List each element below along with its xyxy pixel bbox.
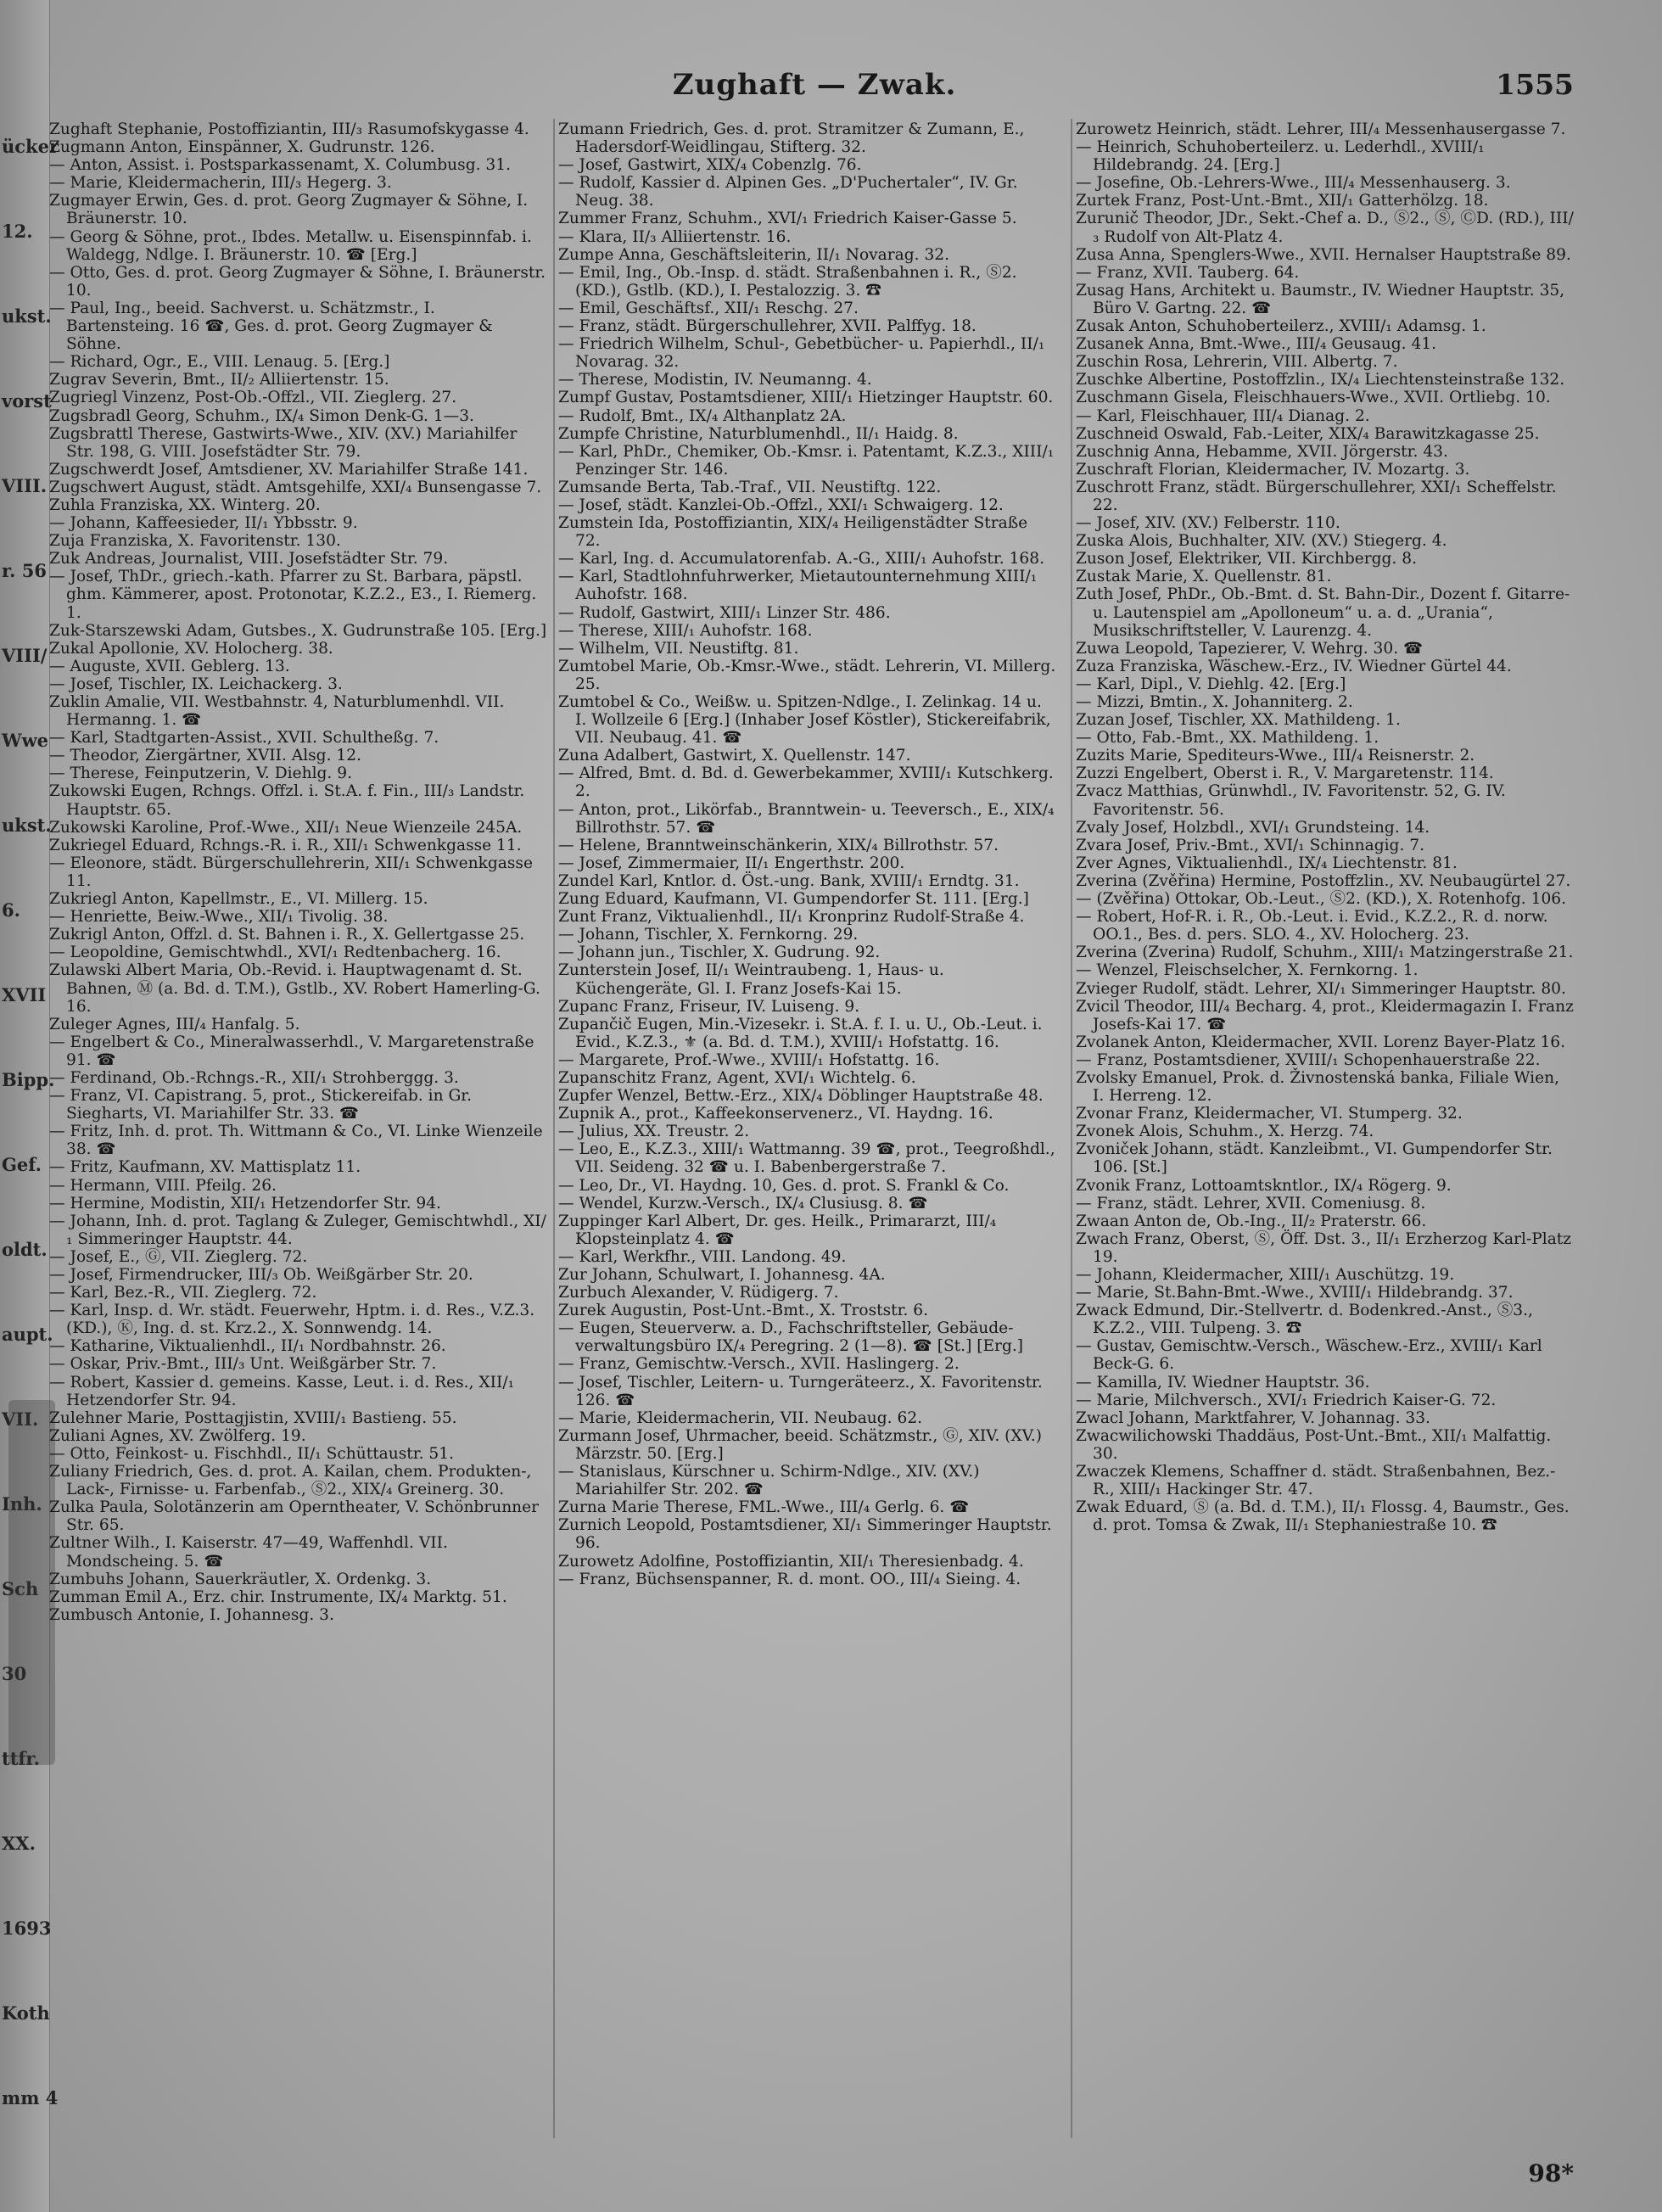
directory-entry: — Karl, Dipl., V. Diehlg. 42. [Erg.] [1076,675,1346,693]
directory-entry: Zukriegl Anton, Kapellmstr., E., VI. Millerg. 15. [49,890,428,909]
directory-entry: — Marie, Kleidermacherin, III/₃ Hegerg. 3. [49,174,392,193]
directory-entry: Zwak Eduard, Ⓢ (a. Bd. d. T.M.), II/₁ Flossg. 4, Baumstr., Ges. d. prot. Tomsa & Zwak, II/₁ Stephaniestraße 10. ☎ [1076,1498,1570,1535]
bleed-fragment: mm 4 [2,2087,59,2108]
directory-entry: — Margarete, Prof.-Wwe., XVIII/₁ Hofstattg. 16. [558,1050,940,1069]
directory-entry: Zumann Friedrich, Ges. d. prot. Stramitzer & Zumann, E., Hadersdorf-Weidlingau, Stifterg. 32. [558,120,1025,157]
directory-entry: — Karl, Insp. d. Wr. städt. Feuerwehr, Hptm. i. d. Res., V.Z.3. (KD.), Ⓚ, Ing. d. st. Krz.2., X. Sonnwendg. 14. [49,1302,535,1338]
directory-entry: — Otto, Fab.-Bmt., XX. Mathildeng. 1. [1076,729,1379,748]
directory-entry: Zvolanek Anton, Kleidermacher, XVII. Lorenz Bayer-Platz 16. [1076,1033,1566,1051]
directory-entry: Zurmann Josef, Uhrmacher, beeid. Schätzmstr., Ⓖ, XIV. (XV.) Märzstr. 50. [Erg.] [558,1426,1043,1463]
directory-entry: — Johann, Tischler, X. Fernkorng. 29. [558,926,859,944]
directory-entry: — Katharine, Viktualienhdl., II/₁ Nordbahnstr. 26. [49,1337,446,1356]
bleed-fragment: XVII [2,984,47,1005]
directory-entry: Zurnich Leopold, Postamtsdiener, XI/₁ Simmeringer Hauptstr. 96. [558,1516,1052,1553]
directory-entry: Zuliany Friedrich, Ges. d. prot. A. Kailan, chem. Produkten-, Lack-, Firnisse- u. Farbenfab., Ⓢ2., XIX/₄ Greinerg. 30. [49,1463,532,1499]
directory-entry: Zukrigl Anton, Offzl. d. St. Bahnen i. R., X. Gellertgasse 25. [49,926,525,944]
directory-entry: Zundel Karl, Kntlor. d. Öst.-ung. Bank, XVIII/₁ Erndtg. 31. [558,871,1020,890]
directory-entry: Zuliani Agnes, XV. Zwölferg. 19. [49,1426,306,1445]
directory-entry: — Franz, XVII. Tauberg. 64. [1076,263,1300,282]
directory-entry: — Therese, Modistin, IV. Neumanng. 4. [558,371,872,389]
directory-entry: Zuleger Agnes, III/₄ Hanfalg. 5. [49,1015,300,1033]
directory-entry: — Josef, Tischler, Leitern- u. Turngeräteerz., X. Favoritenstr. 126. ☎ [558,1373,1043,1409]
left-page-bleed [0,0,59,2212]
directory-entry: — Josef, Firmendrucker, III/₃ Ob. Weißgärber Str. 20. [49,1266,473,1284]
directory-entry: — Josef, Zimmermaier, II/₁ Engerthstr. 200. [558,854,905,872]
directory-entry: Zuza Franziska, Wäschew.-Erz., IV. Wiedner Gürtel 44. [1076,657,1512,675]
directory-entry: Zukriegel Eduard, Rchngs.-R. i. R., XII/₁ Schwenkgasse 11. [49,836,522,854]
directory-entry: Zurunič Theodor, JDr., Sekt.-Chef a. D., Ⓢ2., Ⓢ, ⒸD. (RD.), III/₃ Rudolf von Alt-Platz 4. [1076,210,1574,246]
directory-entry: Zuth Josef, PhDr., Ob.-Bmt. d. St. Bahn-Dir., Dozent f. Gitarre- u. Lautenspiel am „Apolloneum“ u. a. d. „Urania“, Musikschriftsteller, V. Laurenzg. 4. [1076,585,1570,640]
directory-entry: — Friedrich Wilhelm, Schul-, Gebetbücher- u. Papierhdl., II/₁ Novarag. 32. [558,335,1045,372]
directory-entry: — Julius, XX. Treustr. 2. [558,1123,750,1141]
directory-entry: Zverina (Zverina) Rudolf, Schuhm., XIII/₁ Matzingerstraße 21. [1076,944,1574,962]
directory-entry: Zukowski Karoline, Prof.-Wwe., XII/₁ Neue Wienzeile 245A. [49,818,523,837]
directory-entry: — Therese, Feinputzerin, V. Diehlg. 9. [49,764,352,783]
directory-entry: Zvieger Rudolf, städt. Lehrer, XI/₁ Simmeringer Hauptstr. 80. [1076,979,1566,998]
directory-entry: Zuschke Albertine, Postoffzlin., IX/₄ Liechtensteinstraße 132. [1076,371,1565,389]
directory-entry: Zuzzi Engelbert, Oberst i. R., V. Margaretenstr. 114. [1076,764,1494,783]
directory-entry: Zugriegl Vinzenz, Post-Ob.-Offzl., VII. Zieglerg. 27. [49,389,457,407]
directory-entry: — Johann jun., Tischler, X. Gudrung. 92. [558,944,881,962]
directory-entry: — Josef, Tischler, IX. Leichackerg. 3. [49,675,343,693]
directory-entry: Zuschrott Franz, städt. Bürgerschullehrer, XXI/₁ Scheffelstr. 22. [1076,478,1557,514]
directory-entry: — Emil, Ing., Ob.-Insp. d. städt. Straßenbahnen i. R., Ⓢ2. (KD.), Gstlb. (KD.), I. Pestalozzig. 3. ☎ [558,263,1017,300]
directory-entry: Zuschin Rosa, Lehrerin, VIII. Albertg. 7. [1076,353,1398,372]
directory-entry: — Emil, Geschäftsf., XII/₁ Reschg. 27. [558,299,859,317]
directory-entry: Zumpfe Christine, Naturblumenhdl., II/₁ Haidg. 8. [558,424,959,443]
directory-entry: Zunt Franz, Viktualienhdl., II/₁ Kronprinz Rudolf-Straße 4. [558,908,1025,927]
directory-entry: — Josef, Gastwirt, XIX/₄ Cobenzlg. 76. [558,156,862,175]
directory-entry: — Karl, Ing. d. Accumulatorenfab. A.-G., XIII/₁ Auhofstr. 168. [558,550,1044,568]
directory-entry: Zugschwert August, städt. Amtsgehilfe, XXI/₄ Bunsengasse 7. [49,478,542,496]
directory-entry: — Georg & Söhne, prot., Ibdes. Metallw. u. Eisenspinnfab. i. Waldegg, Ndlge. I. Bräunerstr. 10. ☎ [Erg.] [49,227,532,264]
directory-entry: Zvicil Theodor, III/₄ Becharg. 4, prot., Kleidermagazin I. Franz Josefs-Kai 17. ☎ [1076,997,1574,1033]
directory-entry: — Josef, XIV. (XV.) Felberstr. 110. [1076,514,1340,533]
directory-entry: Zverina (Zvěřina) Hermine, Postoffzlin., XV. Neubaugürtel 27. [1076,871,1571,890]
bleed-fragment: VIII. [2,475,48,496]
directory-entry: Zultner Wilh., I. Kaiserstr. 47—49, Waffenhdl. VII. Mondscheing. 5. ☎ [49,1534,448,1571]
directory-entry: Zurek Augustin, Post-Unt.-Bmt., X. Troststr. 6. [558,1302,929,1320]
directory-entry: Zumtobel & Co., Weißw. u. Spitzen-Ndlge., I. Zelinkag. 14 u. I. Wollzeile 6 [Erg.] (Inhaber Josef Köstler), Stickereifabrik, VII. Neubaug. 41. ☎ [558,693,1051,748]
directory-entry: Zuna Adalbert, Gastwirt, X. Quellenstr. 147. [558,747,911,765]
directory-entry: Zvara Josef, Priv.-Bmt., XVI/₁ Schinnagig. 7. [1076,836,1425,854]
directory-entry: Zuschmann Gisela, Fleischhauers-Wwe., XVII. Ortliebg. 10. [1076,389,1551,407]
directory-entry: — Franz, VI. Capistrang. 5, prot., Stickereifab. in Gr. Siegharts, VI. Mariahilfer Str. 33. ☎ [49,1087,473,1123]
bleed-fragment: VII. [2,1408,39,1430]
directory-entry: — Robert, Kassier d. gemeins. Kasse, Leut. i. d. Res., XII/₁ Hetzendorfer Str. 94. [49,1373,515,1409]
directory-entry: Zwack Edmund, Dir.-Stellvertr. d. Bodenkred.-Anst., Ⓢ3., K.Z.2., VIII. Tulpeng. 3. ☎ [1076,1302,1533,1338]
directory-entry: Zvacz Matthias, Grünwhdl., IV. Favoritenstr. 52, G. IV. Favoritenstr. 56. [1076,782,1506,819]
directory-entry: — Otto, Feinkost- u. Fischhdl., II/₁ Schüttaustr. 51. [49,1444,454,1463]
directory-entry: Zulka Paula, Solotänzerin am Operntheater, V. Schönbrunner Str. 65. [49,1498,540,1535]
column-rule [1071,119,1072,2138]
directory-entry: — Engelbert & Co., Mineralwasserhdl., V. Margaretenstraße 91. ☎ [49,1033,534,1069]
directory-entry: Zvolsky Emanuel, Prok. d. Živnostenská banka, Filiale Wien, I. Herreng. 12. [1076,1068,1559,1106]
directory-entry: — Johann, Inh. d. prot. Taglang & Zuleger, Gemischtwhdl., XI/₁ Simmeringer Hauptstr. 44. [49,1212,546,1248]
directory-entry: — Karl, Werkfhr., VIII. Landong. 49. [558,1247,847,1266]
directory-entry: Zurowetz Heinrich, städt. Lehrer, III/₄ Messenhausergasse 7. [1076,120,1566,138]
directory-entry: — Ferdinand, Ob.-Rchngs.-R., XII/₁ Strohberggg. 3. [49,1068,459,1087]
bleed-fragment: 12. [2,221,33,242]
directory-entry: — Eleonore, städt. Bürgerschullehrerin, XII/₁ Schwenkgasse 11. [49,854,533,890]
directory-entry: — Josef, ThDr., griech.-kath. Pfarrer zu St. Barbara, päpstl. ghm. Kämmerer, apost. Protonotar, K.Z.2., E3., I. Riemerg. 1. [49,568,537,622]
directory-entry: — (Zvěřina) Ottokar, Ob.-Leut., Ⓢ2. (KD.), X. Rotenhofg. 106. [1076,890,1567,909]
directory-entry: — Wenzel, Fleischselcher, X. Fernkorng. 1. [1076,961,1419,980]
directory-entry: — Heinrich, Schuhoberteilerz. u. Lederhdl., XVIII/₁ Hildebrandg. 24. [Erg.] [1076,138,1485,175]
directory-entry: Zurna Marie Therese, FML.-Wwe., III/₄ Gerlg. 6. ☎ [558,1498,970,1517]
bleed-fragment: aupt. [2,1324,53,1345]
bleed-fragment: VIII/ [2,645,48,666]
directory-entry: Zupanc Franz, Friseur, IV. Luiseng. 9. [558,997,860,1016]
directory-entry: — Josef, städt. Kanzlei-Ob.-Offzl., XXI/₁ Schwaigerg. 12. [558,496,1004,514]
directory-entry: Zwach Franz, Oberst, Ⓢ, Öff. Dst. 3., II/₁ Erzherzog Karl-Platz 19. [1076,1229,1572,1266]
directory-entry: — Hermann, VIII. Pfeilg. 26. [49,1176,277,1195]
directory-entry: Zupanschitz Franz, Agent, XVI/₁ Wichtelg. 6. [558,1068,916,1087]
page-header: Zughaft — Zwak. [672,68,957,102]
directory-entry: Zugschwerdt Josef, Amtsdiener, XV. Mariahilfer Straße 141. [49,460,529,479]
directory-entry: — Franz, städt. Lehrer, XVII. Comeniusg. 8. [1076,1194,1426,1212]
bleed-fragment: Bipp. [2,1069,55,1090]
directory-entry: — Richard, Ogr., E., VIII. Lenaug. 5. [Erg.] [49,353,390,372]
directory-entry: — Therese, XIII/₁ Auhofstr. 168. [558,621,813,640]
directory-entry: Zumpe Anna, Geschäftsleiterin, II/₁ Novarag. 32. [558,245,950,264]
directory-entry: — Franz, Postamtsdiener, XVIII/₁ Schopenhauerstraße 22. [1076,1050,1541,1069]
directory-entry: — Henriette, Beiw.-Wwe., XII/₁ Tivolig. 38. [49,908,389,927]
directory-entry: Zvonar Franz, Kleidermacher, VI. Stumperg. 32. [1076,1105,1463,1123]
bleed-fragment: oldt. [2,1239,48,1260]
bleed-fragment: Koth [2,2002,50,2024]
directory-entry: Zurbuch Alexander, V. Rüdigerg. 7. [558,1284,839,1302]
directory-entry: — Anton, prot., Likörfab., Branntwein- u. Teeversch., E., XIX/₄ Billrothstr. 57. ☎ [558,800,1055,837]
bleed-fragment: ttfr. [2,1748,40,1769]
column-2 [558,120,1057,2131]
directory-entry: Zugmayer Erwin, Ges. d. prot. Georg Zugmayer & Söhne, I. Bräunerstr. 10. [49,192,529,228]
directory-entry: — Marie, St.Bahn-Bmt.-Wwe., XVIII/₁ Hildebrandg. 37. [1076,1284,1514,1302]
bleed-fragment: Inh. [2,1493,42,1515]
bleed-fragment: 1693 [2,1918,52,1939]
column-3 [1076,120,1575,2131]
bleed-fragment: ukst. [2,815,52,836]
directory-entry: Zwaczek Klemens, Schaffner d. städt. Straßenbahnen, Bez.-R., XIII/₁ Hackinger Str. 47. [1076,1463,1556,1499]
bleed-fragment: Sch [2,1578,39,1599]
directory-entry: Zuschraft Florian, Kleidermacher, IV. Mozartg. 3. [1076,460,1470,479]
directory-entry: Zustak Marie, X. Quellenstr. 81. [1076,568,1332,586]
bleed-fragment: Gef. [2,1154,42,1175]
directory-entry: Zvonek Alois, Schuhm., X. Herzg. 74. [1076,1123,1374,1141]
directory-entry: Zuschnig Anna, Hebamme, XVII. Jörgerstr. 43. [1076,442,1448,461]
directory-entry: — Klara, II/₃ Alliiertenstr. 16. [558,227,792,246]
directory-entry: — Leopoldine, Gemischtwhdl., XVI/₁ Redtenbacherg. 16. [49,944,501,962]
directory-entry: — Leo, Dr., VI. Haydng. 10, Ges. d. prot. S. Frankl & Co. [558,1176,1010,1195]
directory-entry: Zusa Anna, Spenglers-Wwe., XVII. Hernalser Hauptstraße 89. [1076,245,1571,264]
directory-entry: Zuson Josef, Elektriker, VII. Kirchbergg. 8. [1076,550,1417,568]
paper-stain [8,1400,55,1765]
directory-entry: Zuk-Starszewski Adam, Gutsbes., X. Gudrunstraße 105. [Erg.] [49,621,547,640]
bleed-fragment: XX. [2,1833,36,1854]
column-1 [49,120,548,2131]
directory-entry: — Karl, Bez.-R., VII. Zieglerg. 72. [49,1284,317,1302]
directory-entry: — Karl, Fleischhauer, III/₄ Dianag. 2. [1076,406,1370,425]
directory-entry: — Theodor, Ziergärtner, XVII. Alsg. 12. [49,747,361,765]
directory-entry: Zulehner Marie, Posttagjistin, XVIII/₁ Bastieng. 55. [49,1408,457,1427]
directory-entry: Zuwa Leopold, Tapezierer, V. Wehrg. 30. ☎ [1076,639,1424,658]
directory-entry: — Josefine, Ob.-Lehrers-Wwe., III/₄ Messenhauserg. 3. [1076,174,1511,193]
directory-entry: Zupnik A., prot., Kaffeekonservenerz., VI. Haydng. 16. [558,1105,993,1123]
directory-entry: Zumbuhs Johann, Sauerkräutler, X. Ordenkg. 3. [49,1570,432,1588]
directory-entry: Zupfer Wenzel, Bettw.-Erz., XIX/₄ Döblinger Hauptstraße 48. [558,1087,1044,1106]
bleed-fragment: 6. [2,899,20,921]
directory-entry: — Johann, Kaffeesieder, II/₁ Ybbsstr. 9. [49,514,358,533]
directory-entry: — Wilhelm, VII. Neustiftg. 81. [558,639,799,658]
directory-entry: Zuhla Franziska, XX. Winterg. 20. [49,496,321,514]
directory-entry: Zvonik Franz, Lottoamtskntlor., IX/₄ Rögerg. 9. [1076,1176,1452,1195]
directory-entry: Zusanek Anna, Bmt.-Wwe., III/₄ Geusaug. 41. [1076,335,1437,354]
directory-entry: — Franz, Büchsenspanner, R. d. mont. OO., III/₄ Sieing. 4. [558,1570,1021,1588]
directory-entry: — Paul, Ing., beeid. Sachverst. u. Schätzmstr., I. Bartensteing. 16 ☎, Ges. d. prot. Georg Zugmayer & Söhne. [49,299,493,354]
directory-entry: — Karl, PhDr., Chemiker, Ob.-Kmsr. i. Patentamt, K.Z.3., XIII/₁ Penzinger Str. 146. [558,442,1055,479]
directory-entry: — Fritz, Inh. d. prot. Th. Wittmann & Co., VI. Linke Wienzeile 38. ☎ [49,1123,543,1159]
bleed-fragment: r. 56 [2,560,47,581]
directory-entry: Zurtek Franz, Post-Unt.-Bmt., XII/₁ Gatterhölzg. 18. [1076,192,1489,210]
directory-entry: Zvoniček Johann, städt. Kanzleibmt., VI. Gumpendorfer Str. 106. [St.] [1076,1140,1553,1177]
directory-entry: Zughaft Stephanie, Postoffiziantin, III/₃ Rasumofskygasse 4. [49,120,529,138]
directory-entry: Zuschneid Oswald, Fab.-Leiter, XIX/₄ Barawitzkagasse 25. [1076,424,1540,443]
directory-entry: — Rudolf, Bmt., IX/₄ Althanplatz 2A. [558,406,847,425]
column-rule [553,119,555,2138]
directory-entry: Zumtobel Marie, Ob.-Kmsr.-Wwe., städt. Lehrerin, VI. Millerg. 25. [558,657,1056,693]
directory-entry: Zugsbradl Georg, Schuhm., IX/₄ Simon Denk-G. 1—3. [49,406,474,425]
directory-entry: Zuska Alois, Buchhalter, XIV. (XV.) Stiegerg. 4. [1076,532,1447,551]
directory-entry: — Leo, E., K.Z.3., XIII/₁ Wattmanng. 39 ☎, prot., Teegroßhdl., VII. Seideng. 32 ☎ u. I. Babenbergerstraße 7. [558,1140,1055,1177]
directory-entry: — Auguste, XVII. Geblerg. 13. [49,657,290,675]
directory-entry: — Robert, Hof-R. i. R., Ob.-Leut. i. Evid., K.Z.2., R. d. norw. OO.1., Bes. d. pers. SLO. 4., XV. Holocherg. 23. [1076,908,1548,944]
directory-entry: — Marie, Kleidermacherin, VII. Neubaug. 62. [558,1408,923,1427]
directory-entry: Zugrav Severin, Bmt., II/₂ Alliiertenstr. 15. [49,371,389,389]
directory-entry: — Otto, Ges. d. prot. Georg Zugmayer & Söhne, I. Bräunerstr. 10. [49,263,546,300]
directory-entry: Zugmann Anton, Einspänner, X. Gudrunstr. 126. [49,138,435,157]
directory-entry: Zumman Emil A., Erz. chir. Instrumente, IX/₄ Marktg. 51. [49,1588,507,1606]
directory-entry: — Anton, Assist. i. Postsparkassenamt, X. Columbusg. 31. [49,156,511,175]
directory-entry: Zvaly Josef, Holzbdl., XVI/₁ Grundsteing. 14. [1076,818,1430,837]
directory-entry: Zumsande Berta, Tab.-Traf., VII. Neustiftg. 122. [558,478,942,496]
directory-entry: — Rudolf, Gastwirt, XIII/₁ Linzer Str. 486. [558,603,891,622]
directory-entry: Zumstein Ida, Postoffiziantin, XIX/₄ Heiligenstädter Straße 72. [558,514,1028,551]
directory-entry: Zupančič Eugen, Min.-Vizesekr. i. St.A. f. I. u. U., Ob.-Leut. i. Evid., K.Z.3., ⚜ (a. Bd. d. T.M.), XVIII/₁ Hofstattg. 16. [558,1015,1043,1051]
directory-entry: — Gustav, Gemischtw.-Versch., Wäschew.-Erz., XVIII/₁ Karl Beck-G. 6. [1076,1337,1542,1374]
bleed-fragment: 30 [2,1663,27,1684]
directory-entry: Zur Johann, Schulwart, I. Johannesg. 4A. [558,1266,886,1284]
directory-entry: — Rudolf, Kassier d. Alpinen Ges. „D'Puchertaler“, IV. Gr. Neug. 38. [558,174,1018,210]
directory-entry: Zuzits Marie, Spediteurs-Wwe., III/₄ Reisnerstr. 2. [1076,747,1475,765]
directory-entry: Zulawski Albert Maria, Ob.-Revid. i. Hauptwagenamt d. St. Bahnen, Ⓜ (a. Bd. d. T.M.), Gstlb., XV. Robert Hamerling-G. 16. [49,961,540,1016]
directory-entry: — Helene, Branntweinschänkerin, XIX/₄ Billrothstr. 57. [558,836,999,854]
directory-entry: — Hermine, Modistin, XII/₁ Hetzendorfer Str. 94. [49,1194,441,1212]
directory-entry: — Fritz, Kaufmann, XV. Mattisplatz 11. [49,1158,361,1177]
directory-entry: — Karl, Stadtlohnfuhrwerker, Mietautounternehmung XIII/₁ Auhofstr. 168. [558,568,1038,604]
directory-entry: Zuppinger Karl Albert, Dr. ges. Heilk., Primararzt, III/₄ Klopsteinplatz 4. ☎ [558,1212,997,1248]
directory-entry: Zugsbrattl Therese, Gastwirts-Wwe., XIV. (XV.) Mariahilfer Str. 198, G. VIII. Josefstädter Str. 79. [49,424,518,461]
directory-entry: Zumbusch Antonie, I. Johannesg. 3. [49,1605,334,1624]
directory-entry: — Marie, Milchversch., XVI/₁ Friedrich Kaiser-G. 72. [1076,1391,1497,1409]
bleed-fragment: vorst [2,390,52,412]
directory-entry: Zunterstein Josef, II/₁ Weintraubeng. 1, Haus- u. Küchengeräte, Gl. I. Franz Josefs-Kai 15. [558,961,944,998]
directory-entry: Zumpf Gustav, Postamtsdiener, XIII/₁ Hietzinger Hauptstr. 60. [558,389,1054,407]
directory-entry: Zung Eduard, Kaufmann, VI. Gumpendorfer St. 111. [Erg.] [558,890,1029,909]
directory-entry: — Mizzi, Bmtin., X. Johanniterg. 2. [1076,693,1353,711]
directory-entry: — Johann, Kleidermacher, XIII/₁ Auschützg. 19. [1076,1266,1455,1284]
directory-entry: Zuk Andreas, Journalist, VIII. Josefstädter Str. 79. [49,550,449,568]
bleed-fragment: Wwe [2,730,49,751]
directory-entry: — Karl, Stadtgarten-Assist., XVII. Schultheßg. 7. [49,729,439,748]
directory-entry: — Oskar, Priv.-Bmt., III/₃ Unt. Weißgärber Str. 7. [49,1355,437,1374]
bleed-fragment: ukst. [2,305,52,327]
directory-entry: — Alfred, Bmt. d. Bd. d. Gewerbekammer, XVIII/₁ Kutschkerg. 2. [558,764,1054,801]
directory-entry: Zusak Anton, Schuhoberteilerz., XVIII/₁ Adamsg. 1. [1076,317,1486,336]
directory-entry: Zuklin Amalie, VII. Westbahnstr. 4, Naturblumenhdl. VII. Hermanng. 1. ☎ [49,693,505,730]
directory-entry: Zuja Franziska, X. Favoritenstr. 130. [49,532,341,551]
directory-entry: Zwacwilichowski Thaddäus, Post-Unt.-Bmt., XII/₁ Malfattig. 30. [1076,1426,1552,1463]
directory-entry: — Eugen, Steuerverw. a. D., Fachschriftsteller, Gebäudeverwaltungsbüro IX/₄ Peregring. 2 (1—8). ☎ [St.] [Erg.] [558,1319,1024,1356]
directory-entry: Zwaan Anton de, Ob.-Ing., II/₂ Praterstr. 66. [1076,1212,1427,1230]
page-number: 1555 [1496,68,1574,101]
directory-entry: Zukal Apollonie, XV. Holocherg. 38. [49,639,333,658]
directory-entry: — Franz, städt. Bürgerschullehrer, XVII. Palffyg. 18. [558,317,976,336]
directory-entry: — Franz, Gemischtw.-Versch., XVII. Haslingerg. 2. [558,1355,960,1374]
directory-entry: Zwacl Johann, Marktfahrer, V. Johannag. 33. [1076,1408,1430,1427]
directory-entry: — Josef, E., Ⓖ, VII. Zieglerg. 72. [49,1247,308,1266]
directory-entry: Zusag Hans, Architekt u. Baumstr., IV. Wiedner Hauptstr. 35, Büro V. Gartng. 22. ☎ [1076,281,1565,317]
directory-entry: — Wendel, Kurzw.-Versch., IX/₄ Clusiusg. 8. ☎ [558,1194,928,1212]
directory-entry: Zukowski Eugen, Rchngs. Offzl. i. St.A. f. Fin., III/₃ Landstr. Hauptstr. 65. [49,782,525,819]
directory-entry: Zver Agnes, Viktualienhdl., IX/₄ Liechtenstr. 81. [1076,854,1458,872]
directory-entry: — Kamilla, IV. Wiedner Hauptstr. 36. [1076,1373,1370,1392]
directory-entry: Zuzan Josef, Tischler, XX. Mathildeng. 1. [1076,711,1401,730]
bleed-fragment: ücker [2,136,59,157]
signature-mark: 98* [1528,2159,1574,2187]
directory-entry: Zummer Franz, Schuhm., XVI/₁ Friedrich Kaiser-Gasse 5. [558,210,1017,228]
directory-entry: Zurowetz Adolfine, Postoffiziantin, XII/₁ Theresienbadg. 4. [558,1552,1024,1571]
directory-entry: — Stanislaus, Kürschner u. Schirm-Ndlge., XIV. (XV.) Mariahilfer Str. 202. ☎ [558,1463,980,1499]
